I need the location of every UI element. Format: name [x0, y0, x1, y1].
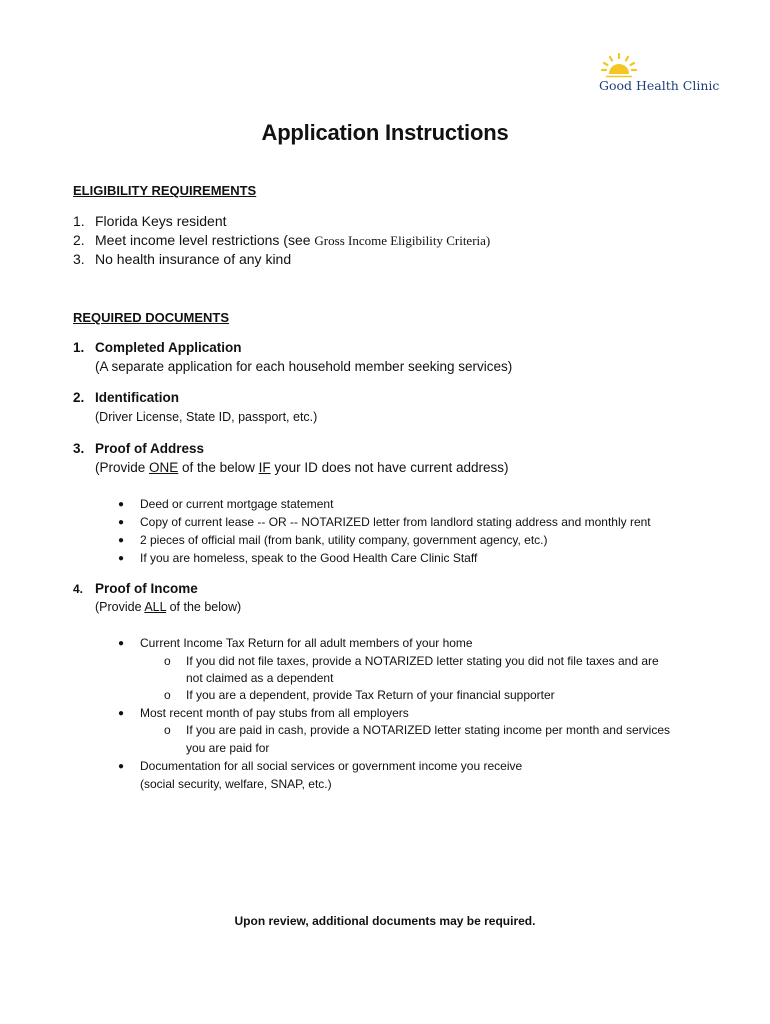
bullet-icon: ● [118, 553, 125, 564]
document-item-desc: (Driver License, State ID, passport, etc.) [95, 410, 318, 424]
close-paren: ) [485, 233, 491, 248]
sub-text: If you are a dependent, provide Tax Return of your financial supporter [186, 688, 555, 702]
list-item [118, 706, 409, 720]
bullet-text: Deed or current mortgage statement [140, 497, 334, 511]
bullet-text: Current Income Tax Return for all adult members of your home [140, 636, 473, 650]
desc-emphasis: ALL [144, 600, 167, 614]
circle-bullet-icon: o [164, 688, 171, 702]
bullet-text: Most recent month of pay stubs from all employers [140, 706, 409, 720]
document-item-title [73, 340, 242, 355]
item-number: 3. [73, 251, 85, 267]
item-text: Florida Keys resident [95, 213, 227, 229]
list-item [118, 551, 477, 565]
sub-text: If you are paid in cash, provide a NOTARIZED letter stating income per month and services [186, 723, 670, 737]
list-item [118, 636, 473, 650]
desc-part: of the below) [166, 600, 242, 614]
clinic-logo [596, 52, 720, 96]
document-item-title [73, 581, 198, 596]
sub-list-item [164, 688, 555, 702]
eligibility-item [73, 251, 291, 267]
eligibility-item [73, 232, 490, 249]
item-number: 4. [73, 582, 84, 596]
bullet-icon: ● [118, 638, 125, 649]
desc-part: (Provide [95, 460, 150, 475]
item-title: Proof of Address [95, 441, 205, 456]
document-item-title [73, 390, 179, 405]
document-item-title [73, 441, 204, 456]
page-title: Application Instructions [261, 120, 509, 145]
bullet-text-continued: (social security, welfare, SNAP, etc.) [140, 777, 332, 791]
circle-bullet-icon: o [164, 723, 171, 737]
bullet-icon: ● [118, 708, 125, 719]
item-number: 3. [73, 441, 85, 456]
document-item-desc [95, 600, 241, 614]
document-item-desc: (A separate application for each household member seeking services) [95, 359, 513, 374]
footer-note: Upon review, additional documents may be required. [234, 914, 536, 928]
logo-text: Good Health Clinic [599, 78, 720, 93]
list-item [118, 759, 522, 773]
item-title: Identification [95, 390, 179, 405]
required-documents-heading: REQUIRED DOCUMENTS [73, 310, 230, 325]
item-text: Meet income level restrictions (see [95, 232, 315, 248]
sub-text: If you did not file taxes, provide a NOTARIZED letter stating you did not file taxes and are [186, 654, 659, 668]
bullet-icon: ● [118, 499, 125, 510]
bullet-text: Documentation for all social services or government income you receive [140, 759, 523, 773]
sub-list-item [164, 723, 670, 737]
desc-part: your ID does not have current address) [270, 460, 509, 475]
desc-part: of the below [178, 460, 259, 475]
item-title: Proof of Income [95, 581, 198, 596]
list-item [118, 515, 651, 529]
bullet-text: 2 pieces of official mail (from bank, utility company, government agency, etc.) [140, 533, 548, 547]
bullet-icon: ● [118, 761, 125, 772]
desc-emphasis: ONE [149, 460, 179, 475]
bullet-icon: ● [118, 535, 125, 546]
item-title: Completed Application [95, 340, 242, 355]
sun-icon [600, 52, 638, 80]
circle-bullet-icon: o [164, 654, 171, 668]
item-number: 1. [73, 340, 85, 355]
item-number: 2. [73, 390, 85, 405]
desc-emphasis: IF [258, 460, 271, 475]
list-item [118, 533, 548, 547]
item-number: 1. [73, 213, 85, 229]
bullet-icon: ● [118, 517, 125, 528]
item-text: No health insurance of any kind [95, 251, 292, 267]
bullet-text: If you are homeless, speak to the Good Health Care Clinic Staff [140, 551, 478, 565]
eligibility-item [73, 213, 227, 229]
bullet-text: Copy of current lease -- OR -- NOTARIZED letter from landlord stating address and monthly rent [140, 515, 651, 529]
sub-list-item [164, 654, 659, 668]
item-number: 2. [73, 232, 85, 248]
sub-text-continued: not claimed as a dependent [186, 671, 334, 685]
criteria-reference: Gross Income Eligibility Criteria [314, 233, 486, 248]
list-item [118, 497, 333, 511]
sub-text-continued: you are paid for [186, 741, 270, 755]
document-item-desc [95, 460, 508, 475]
eligibility-heading: ELIGIBILITY REQUIREMENTS [73, 183, 257, 198]
desc-part: (Provide [95, 600, 145, 614]
